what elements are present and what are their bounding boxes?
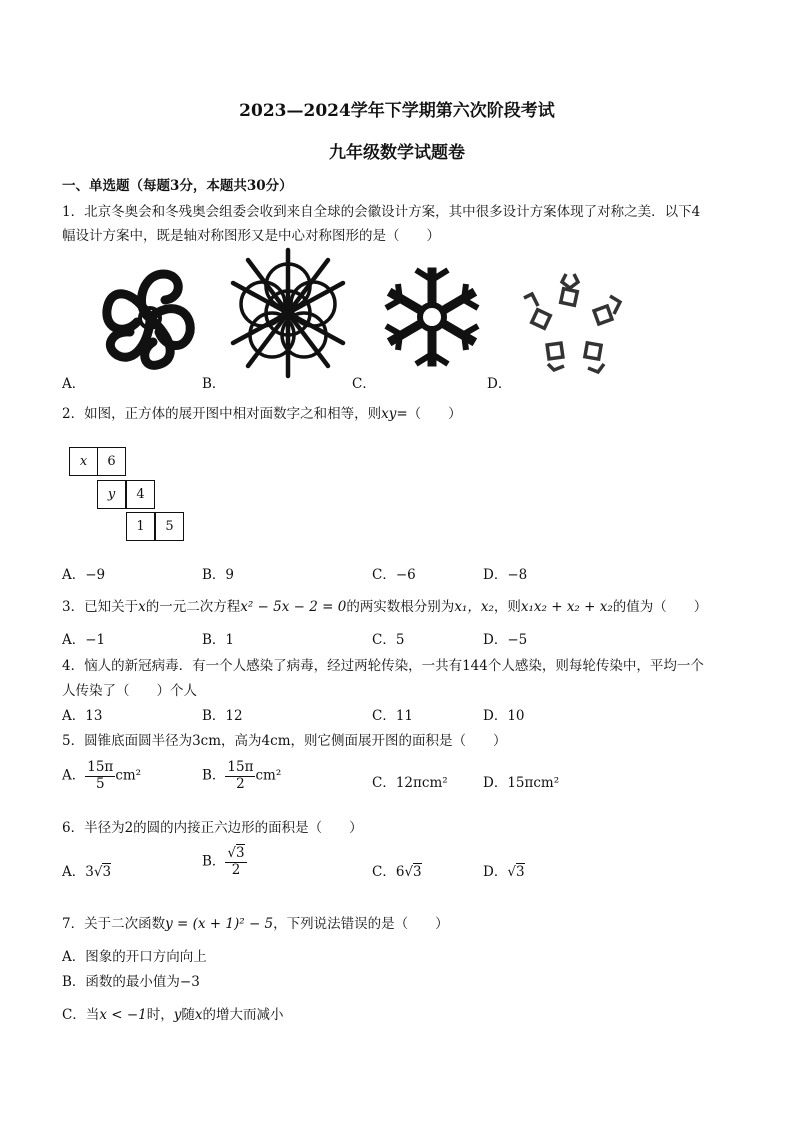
q4-option-c[interactable]: C．11 xyxy=(372,708,414,724)
q6-stem: 6．半径为2的圆的内接正六边形的面积是（ ） xyxy=(62,820,363,836)
q4-option-b[interactable]: B．12 xyxy=(202,708,243,724)
q3-stem: 3．已知关于x的一元二次方程x² − 5x − 2 = 0的两实数根分别为x₁，x₂，则x₁x₂ + x₂ + x₂的值为（ ） xyxy=(62,599,708,615)
q5-stem: 5．圆锥底面圆半径为3cm，高为4cm，则它侧面展开图的面积是（ ） xyxy=(62,733,507,749)
q5-option-a[interactable]: A． $\frac{15\pi}{5}$ cm² xyxy=(62,759,142,792)
q6-option-c[interactable]: C．6√3 xyxy=(372,864,422,880)
q1-option-c[interactable]: C． xyxy=(352,376,376,392)
q6-option-a[interactable]: A．3√3 xyxy=(62,864,112,880)
q6-option-d[interactable]: D．√3 xyxy=(483,864,525,880)
emblem-a-image xyxy=(95,260,205,375)
q4-line2: 人传染了（ ）个人 xyxy=(62,683,197,699)
q2-option-d[interactable]: D．−8 xyxy=(483,567,528,583)
q5-option-d[interactable]: D．15πcm² xyxy=(483,775,560,791)
net-cell-4: 4 xyxy=(126,480,155,509)
q2-option-c[interactable]: C．−6 xyxy=(372,567,416,583)
q3-option-a[interactable]: A．−1 xyxy=(62,632,106,648)
net-cell-5: 5 xyxy=(155,512,184,541)
q3-option-b[interactable]: B．1 xyxy=(202,632,235,648)
q2-option-a[interactable]: A．−9 xyxy=(62,567,106,583)
page-subtitle: 九年级数学试题卷 xyxy=(329,143,465,163)
q5-option-b[interactable]: B． $\frac{15\pi}{2}$ cm² xyxy=(202,759,282,792)
q2-option-b[interactable]: B．9 xyxy=(202,567,235,583)
emblem-d-image xyxy=(518,268,630,376)
q1-line2: 幅设计方案中，既是轴对称图形又是中心对称图形的是（ ） xyxy=(62,228,440,244)
q7-stem: 7．关于二次函数y = (x + 1)² − 5，下列说法错误的是（ ） xyxy=(62,916,449,932)
q4-line1: 4．恼人的新冠病毒．有一个人感染了病毒，经过两轮传染，一共有144个人感染，则每轮传染中，平均一个 xyxy=(62,658,704,674)
net-cell-x: x xyxy=(69,447,98,476)
q1-line1: 1．北京冬奥会和冬残奥会组委会收到来自全球的会徽设计方案，其中很多设计方案体现了对称之美．以下4 xyxy=(62,204,701,220)
q5-option-c[interactable]: C．12πcm² xyxy=(372,775,448,791)
q3-option-c[interactable]: C．5 xyxy=(372,632,405,648)
section-heading: 一、单选题（每题3分，本题共30分） xyxy=(62,178,293,194)
q4-option-a[interactable]: A．13 xyxy=(62,708,103,724)
emblem-c-image xyxy=(378,262,486,372)
q7-option-a[interactable]: A．图象的开口方向向上 xyxy=(62,949,207,965)
q1-option-d[interactable]: D． xyxy=(487,376,512,392)
page-title: 2023—2024学年下学期第六次阶段考试 xyxy=(239,101,555,121)
q4-option-d[interactable]: D．10 xyxy=(483,708,525,724)
net-cell-6: 6 xyxy=(97,447,126,476)
q7-option-c[interactable]: C．当x < −1时，y随x的增大而减小 xyxy=(62,1007,284,1023)
net-cell-y: y xyxy=(97,480,126,509)
q1-option-a[interactable]: A． xyxy=(62,376,86,392)
q1-option-b[interactable]: B． xyxy=(202,376,226,392)
net-cell-1: 1 xyxy=(126,512,155,541)
emblem-b-image xyxy=(228,248,348,378)
q3-option-d[interactable]: D．−5 xyxy=(483,632,528,648)
q2-stem: 2．如图，正方体的展开图中相对面数字之和相等，则xy=（ ） xyxy=(62,406,462,422)
q7-option-b[interactable]: B．函数的最小值为−3 xyxy=(62,974,200,990)
q6-option-b[interactable]: B． $\frac{√3}{2}$ xyxy=(202,845,245,878)
